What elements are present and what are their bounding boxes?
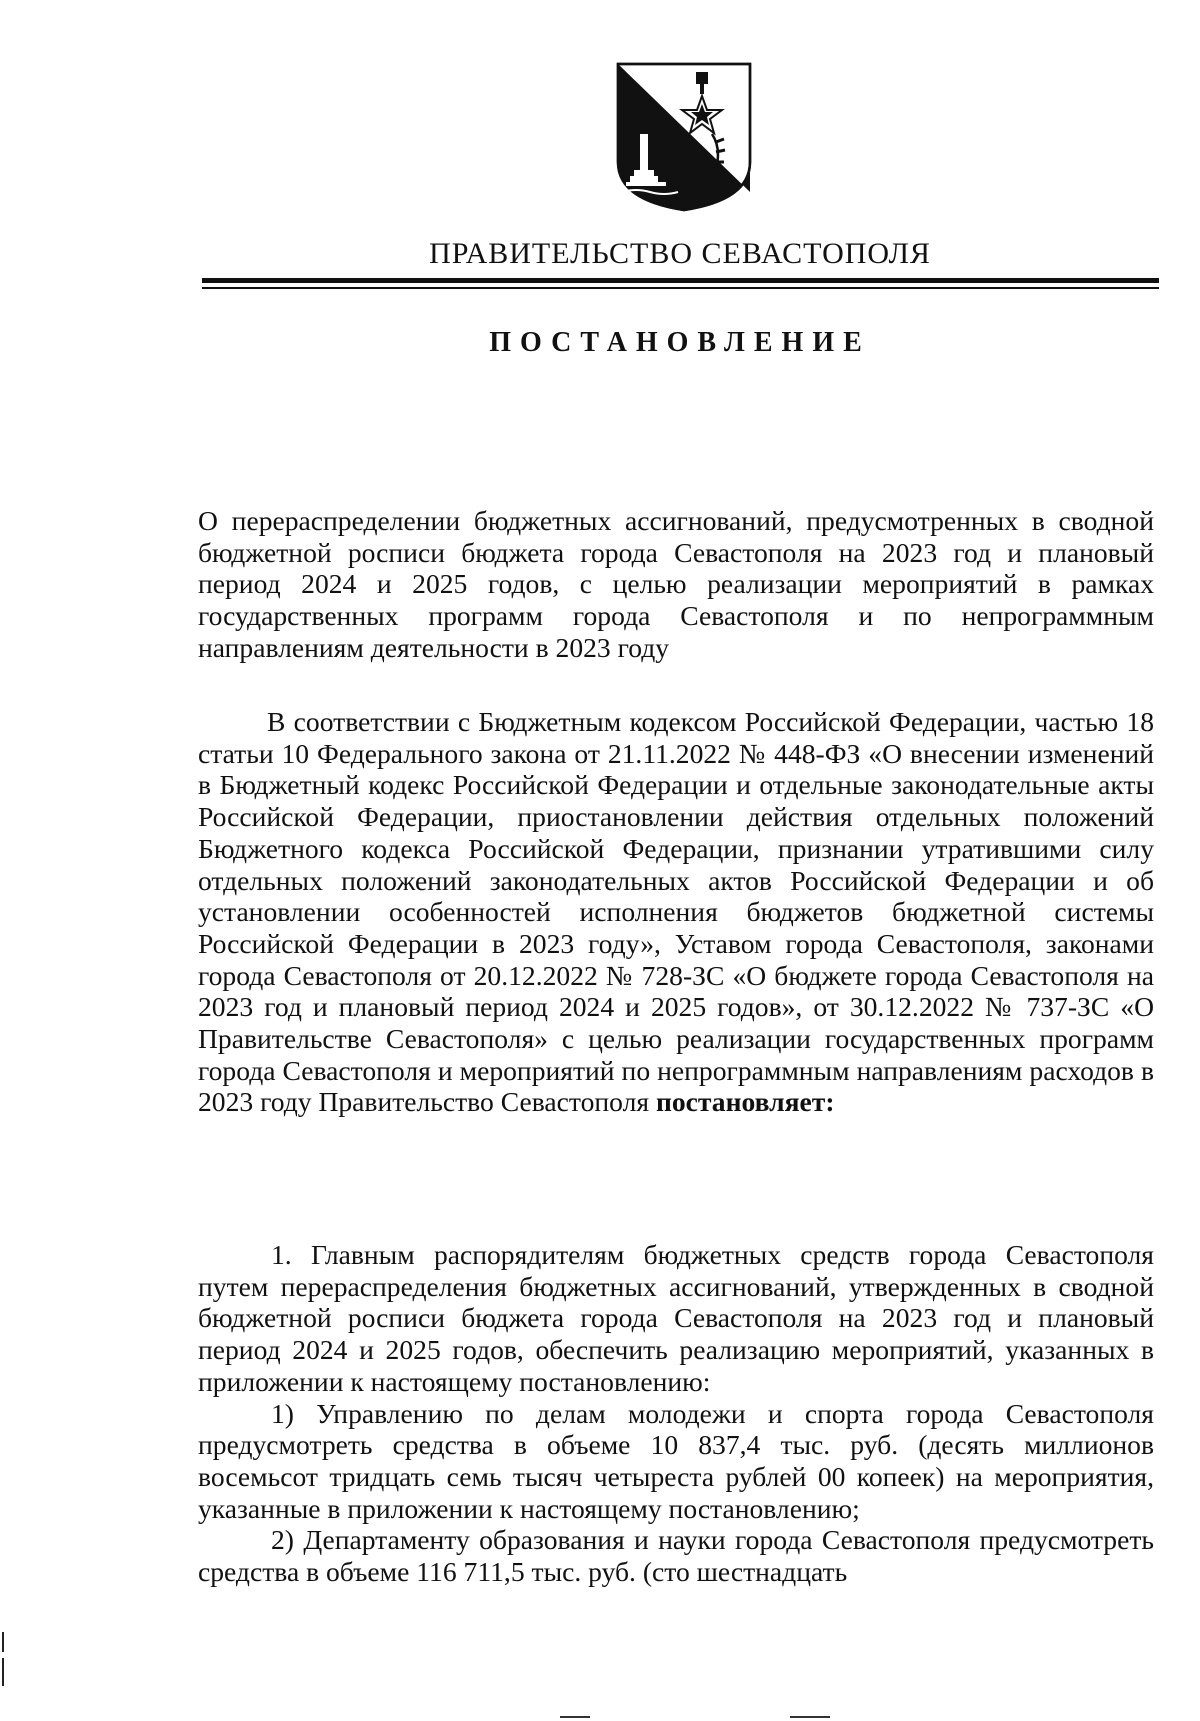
subject-paragraph: О перераспределении бюджетных ассигнований, предусмотренных в сводной бюджетной росписи бюджета города Севастополя на 2023 год и плановый период 2024 и 2025 годов, с целью реализации мероприятий в рамках государственных программ города Севастополя и по непрограммным направлениям деятельности в 2023 году (198, 505, 1154, 663)
scan-bottom-mark (560, 1716, 590, 1718)
scan-margin-mark (2, 1632, 4, 1652)
item-1: 1. Главным распорядителям бюджетных средств города Севастополя путем перераспределения бюджетных ассигнований, утвержденных в сводной бюджетной росписи бюджета города Севастополя на 2023 год и плановый период 2024 и 2025 годов, обеспечить реализацию мероприятий, указанных в приложении к настоящему постановлению: (198, 1239, 1154, 1397)
item-1-1: 1) Управлению по делам молодежи и спорта города Севастополя предусмотреть средства в объеме 10 837,4 тыс. руб. (десять миллионов восемьсот тридцать семь тысяч четыреста рублей 00 копеек) на мероприятия, указанные в приложении к настоящему постановлению; (198, 1397, 1154, 1524)
preamble-text: В соответствии с Бюджетным кодексом Российской Федерации, частью 18 статьи 10 Федерального закона от 21.11.2022 № 448-ФЗ «О внесении изменений в Бюджетный кодекс Российской Федерации и отдельные законодательные акты Российской Федерации, приостановлении действия отдельных положений Бюджетного кодекса Российской Федерации, признании утратившими силу отдельных положений законодательных актов Российской Федерации и об установлении особенностей исполнения бюджетов бюджетной системы Российской Федерации в 2023 году», Уставом города Севастополя, законами города Севастополя от 20.12.2022 № 728-ЗС «О бюджете города Севастополя на 2023 год и плановый период 2024 и 2025 годов», от 30.12.2022 № 737-ЗС «О Правительстве Севастополя» с целью реализации государственных программ города Севастополя и мероприятий по непрограммным направлениям расходов в 2023 году Правительство Севастополя (198, 706, 1154, 1118)
header-rule-thin (202, 287, 1159, 289)
preamble (198, 706, 1154, 1118)
preamble-paragraph (198, 706, 1154, 1118)
organization-name: ПРАВИТЕЛЬСТВО СЕВАСТОПОЛЯ (429, 237, 931, 270)
resolution-items (198, 1239, 1154, 1588)
scan-margin-mark (2, 1658, 4, 1686)
sevastopol-coat-of-arms-icon (612, 62, 756, 212)
item-1-2: 2) Департаменту образования и науки города Севастополя предусмотреть средства в объеме 116 711,5 тыс. руб. (сто шестнадцать (198, 1524, 1154, 1588)
resolves-keyword: постановляет: (655, 1086, 835, 1118)
document-type-title: ПОСТАНОВЛЕНИЕ (489, 327, 871, 358)
scan-bottom-mark (790, 1716, 830, 1718)
document-subject (198, 505, 1154, 664)
header-rule-thick (202, 278, 1159, 283)
